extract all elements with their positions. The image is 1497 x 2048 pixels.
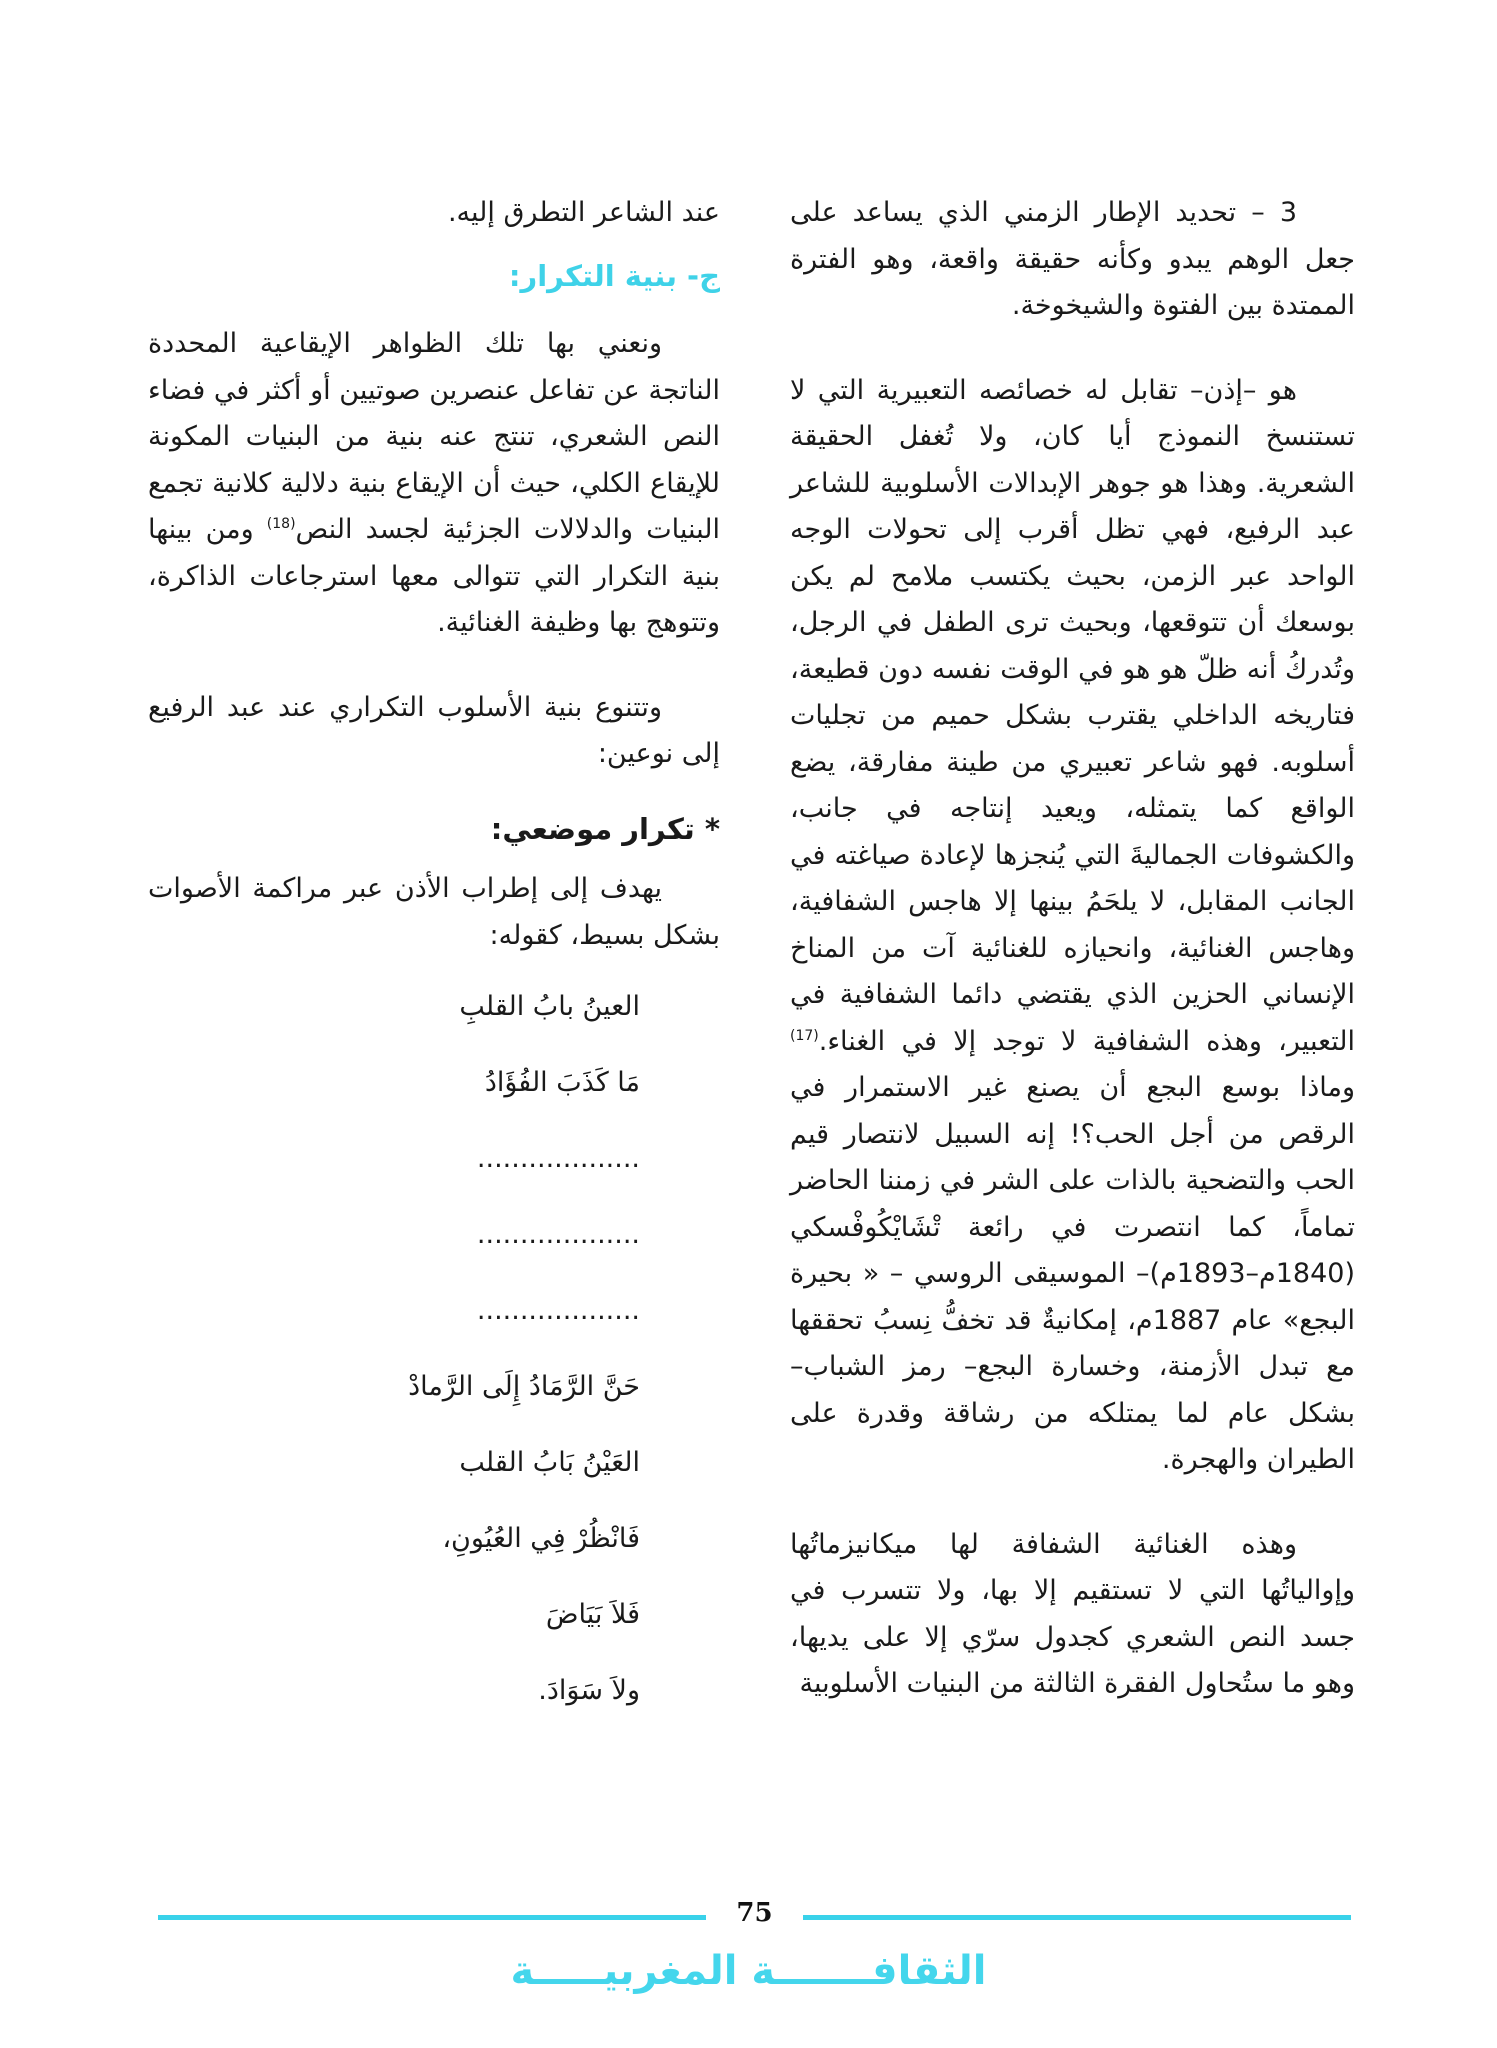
- section-heading: ج- بنية التكرار:: [508, 258, 720, 293]
- footer-divider-left: [158, 1915, 706, 1920]
- paragraph-text: ومن بينها بنية التكرار التي تتوالى معها استرجاعات الذاكرة، وتتوهج بها وظيفة الغنائية.: [148, 514, 720, 638]
- poem-line: فَلاَ بَيَاضَ: [545, 1599, 640, 1630]
- left-column: [148, 190, 720, 1729]
- magazine-title: الثقافـــــــة المغربيـــــة: [510, 1948, 987, 1994]
- paragraph-text: ونعني بها تلك الظواهر الإيقاعية المحددة الناتجة عن تفاعل عنصرين صوتيين أو أكثر في فضاء النص الشعري، تنتج عنه بنية من البنيات المكونة للإيقاع الكلي، حيث أن الإيقاع بنية دلالية كلانية تجمع البنيات والدلالات الجزئية لجسد النص: [148, 328, 721, 545]
- continuation-text: عند الشاعر التطرق إليه.: [447, 197, 720, 228]
- paragraph-repetition-types: وتتنوع بنية الأسلوب التكراري عند عبد الرفيع إلى نوعين:: [148, 691, 720, 769]
- paragraph-lyricism: وهذه الغنائية الشفافة لها ميكانيزماتُها وإوالياتُها التي لا تستقيم إلا بها، ولا تتسرب في جسد النص الشعري كجدول سرّي إلا على يديها، وهو ما ستُحاول الفقرة الثالثة من البنيات الأسلوبية: [790, 1528, 1355, 1699]
- poem-line: العينُ بابُ القلبِ: [459, 991, 640, 1022]
- footnote-ref-18: (18): [266, 516, 296, 532]
- paragraph-text: هو –إذن– تقابل له خصائصه التعبيرية التي لا تستنسخ النموذج أيا كان، ولا تُغفل الحقيقة الشعرية. وهذا هو جوهر الإبدالات الأسلوبية للشاعر عبد الرفيع، فهي تظل أقرب إلى تحولات الوجه الواحد عبر الزمن، بحيث يكتسب ملامح لم يكن بوسعك أن تتوقعها، وبحيث ترى الطفل في الرجل، وتُدركُ أنه ظلّ هو هو في الوقت نفسه دون قطيعة، فتاريخه الداخلي يقترب بشكل حميم من تجليات أسلوبه. فهو شاعر تعبيري من طينة مفارقة، يضع الواقع كما يتمثله، ويعيد إنتاجه في جانب، والكشوفات الجماليةَ التي يُنجزها لإعادة صياغته في الجانب المقابل، لا يلحَمُ بينها إلا هاجس الشفافية، وهاجس الغنائية، وانحيازه للغنائية آت من المناخ الإنساني الحزين الذي يقتضي دائما الشفافية في التعبير، وهذه الشفافية لا توجد إلا في الغناء.: [790, 374, 1355, 1057]
- poem-line: حَنَّ الرَّمَادُ إِلَى الرَّمادْ: [408, 1371, 640, 1402]
- poem-line: مَا كَذَبَ الفُؤَادُ: [484, 1067, 640, 1098]
- poem-line: ...................: [476, 1143, 640, 1174]
- right-column: [790, 190, 1355, 1708]
- paragraph-point-3: 3 – تحديد الإطار الزمني الذي يساعد على جعل الوهم يبدو وكأنه حقيقة واقعة، وهو الفترة الممتدة بين الفتوة والشيخوخة.: [790, 197, 1355, 321]
- poem-line: ولاَ سَوَادَ.: [538, 1675, 640, 1706]
- poem-line: فَانْظُرْ فِي العُيُونِ،: [442, 1523, 640, 1554]
- page-number: 75: [736, 1898, 773, 1928]
- footer-divider-right: [803, 1915, 1351, 1920]
- poem-line: ...................: [476, 1219, 640, 1250]
- footnote-ref-17: (17): [790, 1027, 819, 1044]
- sub-heading: * تكرار موضعي:: [490, 811, 720, 846]
- poem-line: العَيْنُ بَابُ القلب: [459, 1447, 640, 1478]
- paragraph-text: وماذا بوسع البجع أن يصنع غير الاستمرار في الرقص من أجل الحب؟! إنه السبيل لانتصار قيم الحب والتضحية بالذات على الشر في زمننا الحاضر تماماً، كما انتصرت في رائعة تْشَايْكُوفْسكي (1840م–1893م)– الموسيقى الروسي – « بحيرة البجع» عام 1887م، إمكانيةٌ قد تخفُّ نِسبُ تحققها مع تبدل الأزمنة، وخسارة البجع– رمز الشباب– بشكل عام لما يمتلكه من رشاقة وقدرة على الطيران والهجرة.: [790, 1072, 1355, 1475]
- paragraph-local-repetition: يهدف إلى إطراب الأذن عبر مراكمة الأصوات بشكل بسيط، كقوله:: [148, 873, 720, 951]
- paragraph-expressive-contrast: [790, 368, 1355, 1484]
- paragraph-repetition-definition: [148, 321, 720, 647]
- poem-excerpt: [148, 969, 640, 1729]
- poem-line: ...................: [476, 1295, 640, 1326]
